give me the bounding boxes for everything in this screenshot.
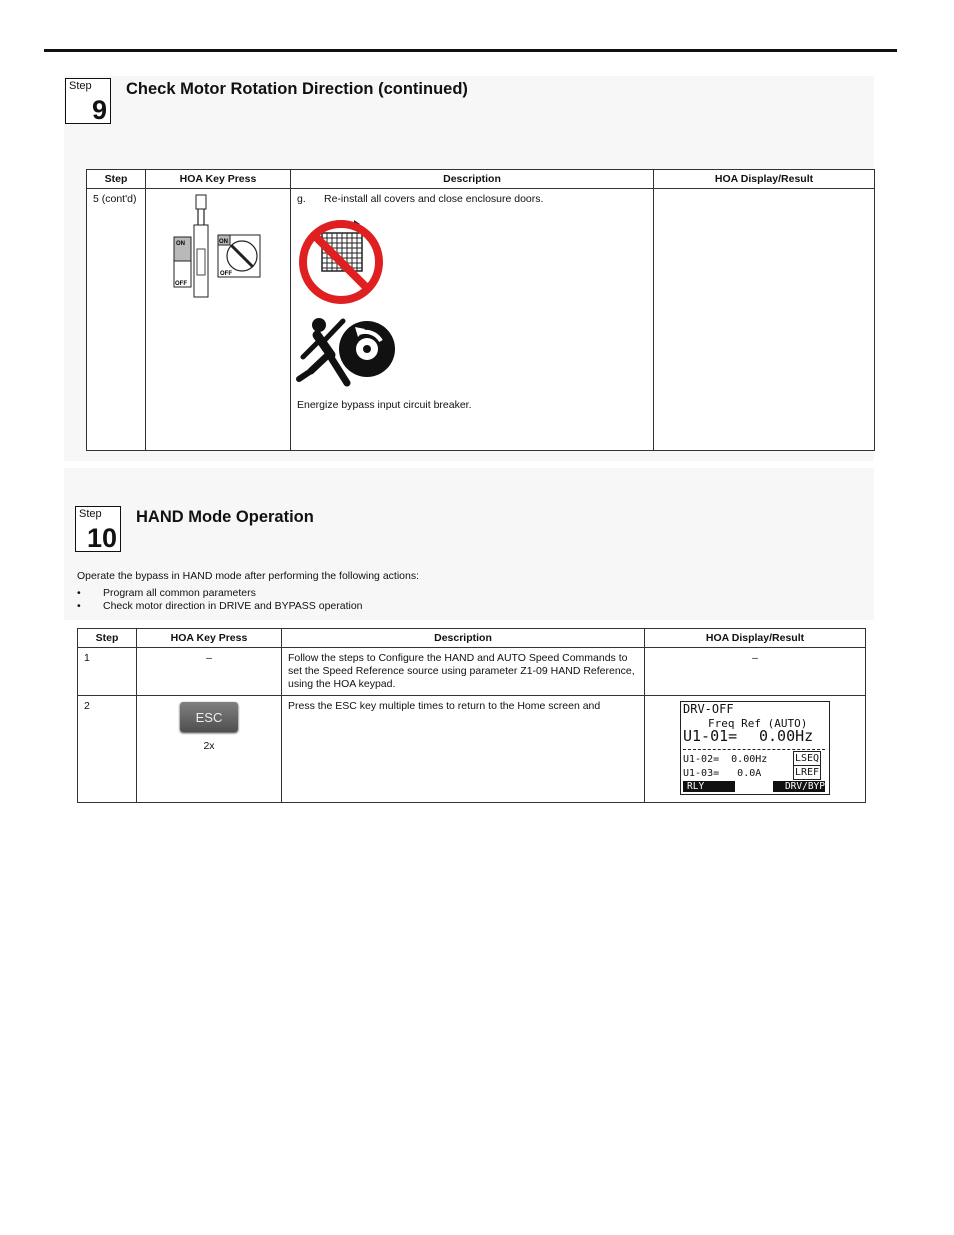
switch-off-text: OFF — [175, 281, 187, 287]
rotary-on-text: ON — [219, 239, 228, 245]
lcd-line-u1-01-value: 0.00Hz — [759, 727, 814, 745]
lcd-footer-rly: RLY — [683, 781, 735, 792]
desc-text: Re-install all covers and close enclosure doors. — [324, 193, 544, 205]
step10-intro: Operate the bypass in HAND mode after performing the following actions: — [77, 570, 420, 582]
bullet-text: Check motor direction in DRIVE and BYPASS operation — [103, 600, 363, 612]
header-result: HOA Display/Result — [654, 170, 875, 189]
bullet-dot: • — [77, 587, 81, 599]
header-description: Description — [282, 629, 645, 648]
key-press-count: 2x — [203, 740, 215, 752]
no-open-enclosure-icon — [297, 215, 387, 305]
disconnect-switch-icon — [172, 193, 272, 303]
row-step: 5 (cont'd) — [87, 189, 146, 451]
table-header-row — [78, 629, 866, 648]
header-description: Description — [291, 170, 654, 189]
lcd-line-freq-ref: Freq Ref (AUTO) — [708, 717, 808, 730]
step10-box — [75, 506, 121, 552]
table-row — [87, 189, 875, 451]
bullet-text: Program all common parameters — [103, 587, 256, 599]
rotating-hazard-icon — [295, 315, 399, 393]
lcd-line-u1-01-label: U1-01= — [683, 727, 738, 745]
switch-on-text: ON — [176, 241, 185, 247]
hoa-lcd-display — [680, 701, 830, 795]
row-description: Press the ESC key multiple times to return to the Home screen and — [282, 696, 645, 803]
row-key-press: – — [137, 648, 282, 696]
table-header-row — [87, 170, 875, 189]
lcd-line-u1-02: U1-02= 0.00Hz — [683, 754, 768, 765]
esc-key-button[interactable]: ESC — [180, 702, 238, 732]
step10-table — [77, 628, 866, 803]
lcd-line-u1-03: U1-03= 0.0A — [683, 768, 762, 779]
desc-after: Energize bypass input circuit breaker. — [297, 399, 472, 411]
step-number: 9 — [91, 95, 107, 125]
row-key-press — [146, 189, 291, 451]
table-row — [78, 648, 866, 696]
table-row — [78, 696, 866, 803]
desc-letter: g. — [297, 193, 306, 205]
row-result — [645, 696, 866, 803]
header-key-press: HOA Key Press — [137, 629, 282, 648]
lcd-tag-lref: LREF — [795, 767, 820, 778]
row-description: Follow the steps to Configure the HAND and AUTO Speed Commands to set the Speed Reference source using parameter Z1-09 HAND Reference, using the HOA keypad. — [282, 648, 645, 696]
bullet-dot: • — [77, 600, 81, 612]
row-step: 1 — [78, 648, 137, 696]
rotary-off-text: OFF — [220, 271, 232, 277]
header-key-press: HOA Key Press — [146, 170, 291, 189]
header-step: Step — [78, 629, 137, 648]
step-label: Step — [79, 508, 102, 520]
step9-table — [86, 169, 875, 451]
header-step: Step — [87, 170, 146, 189]
row-result: – — [645, 648, 866, 696]
lcd-line-status: DRV-OFF — [683, 702, 734, 716]
row-step: 2 — [78, 696, 137, 803]
step-label: Step — [69, 80, 92, 92]
row-key-press — [137, 696, 282, 803]
step10-title: HAND Mode Operation — [136, 508, 314, 526]
step-number: 10 — [86, 523, 117, 553]
step9-title: Check Motor Rotation Direction (continued) — [126, 80, 468, 98]
lcd-separator — [683, 749, 825, 750]
row-description — [291, 189, 654, 451]
row-result — [654, 189, 875, 451]
lcd-footer-drv-byp: DRV/BYP — [773, 781, 825, 792]
top-rule — [44, 49, 897, 52]
lcd-tag-lseq: LSEQ — [795, 753, 820, 764]
step9-box — [65, 78, 111, 124]
header-result: HOA Display/Result — [645, 629, 866, 648]
